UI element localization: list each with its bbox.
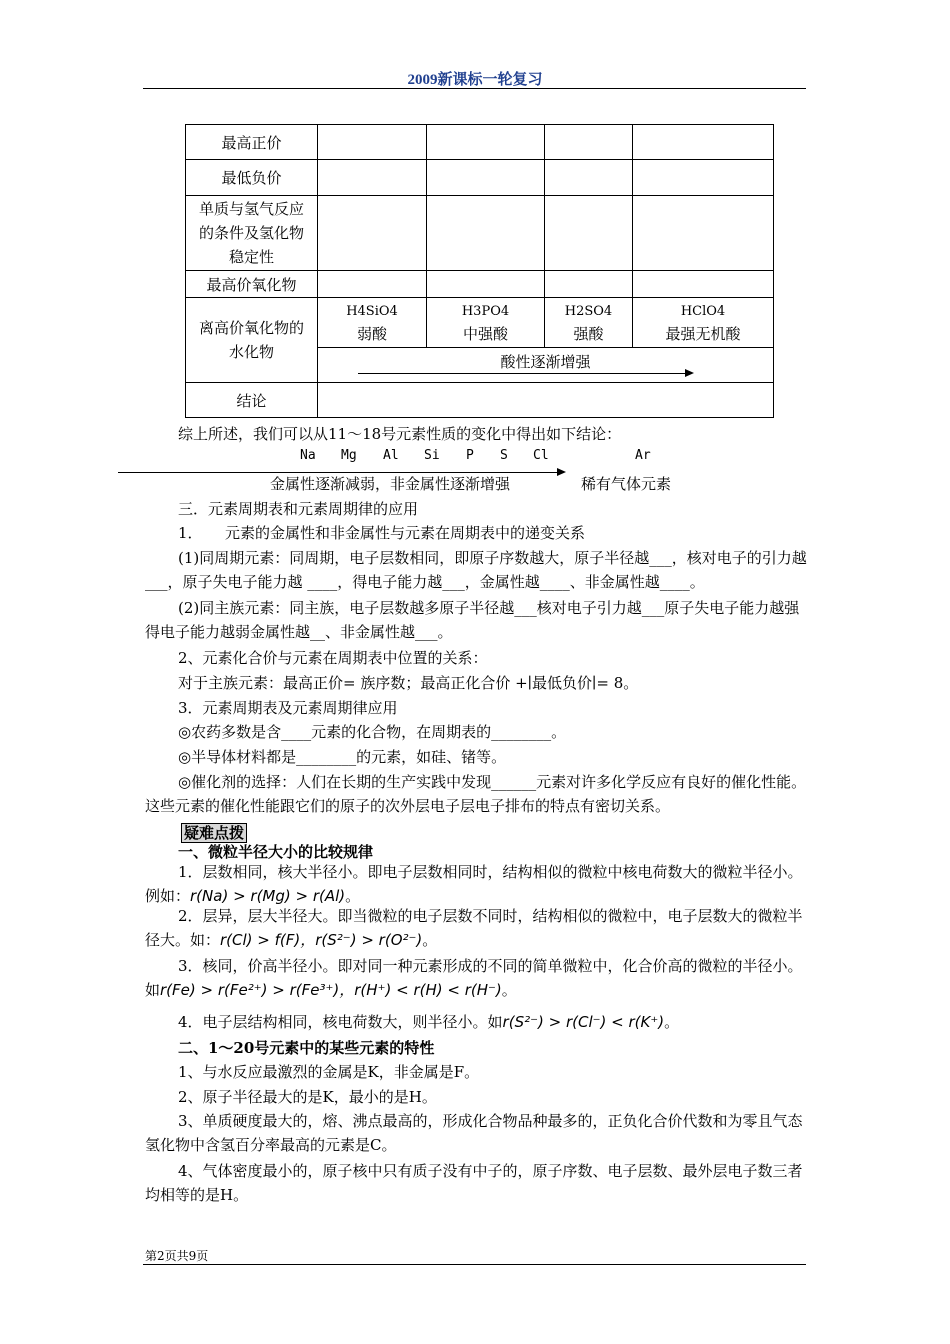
acid-strength: 最强无机酸 [665,324,741,343]
section3-p9: ◎催化剂的选择：人们在长期的生产实践中发现______元素对许多化学反应有良好的催化性能。这些元素的催化性能跟它们的原子的次外层电子层电子排布的特点有密切关系。 [145,773,807,815]
row-label-min-negative: 最低负价 [186,160,318,196]
element-symbol: P [466,448,474,463]
summary-intro: 综上所述，我们可以从11～18号元素性质的变化中得出如下结论： [178,425,622,443]
element-symbol: Si [424,448,440,463]
header-rule [143,88,806,89]
section3-p6: 3．元素周期表及元素周期律应用 [178,699,398,717]
arrow-right-icon [685,369,694,377]
acid-trend-arrow-line [358,373,686,374]
radius-rule-1-text: 1．层数相同，核大半径小。即电子层数相同时，结构相似的微粒中核电荷数大的微粒半径小。例如： [145,863,803,905]
radius-rule-1: 1．层数相同，核大半径小。即电子层数相同时，结构相似的微粒中核电荷数大的微粒半径小。例如：r(Na) > r(Mg) > r(Al)。 [145,863,803,905]
formula-2: r(Cl) > f(F)，r(S²⁻) > r(O²⁻) [220,931,423,949]
acid-cell [545,298,633,348]
radius-rule-2-text: 2．层异，层大半径大。即当微粒的电子层数不同时，结构相似的微粒中，电子层数大的微粒半径大。如： [145,907,803,949]
section3-p8: ◎半导体材料都是________的元素，如硅、锗等。 [178,748,507,766]
property-1: 1、与水反应最激烈的金属是K，非金属是F。 [178,1063,480,1081]
acid-strength: 弱酸 [356,324,387,343]
radius-rules-heading: 一、微粒半径大小的比较规律 [178,843,374,861]
section3-p2: (1)同周期元素：同周期，电子层数相同，即原子序数越大，原子半径越___，核对电子的引力越___，原子失电子能力越 ____，得电子能力越___，金属性越____、非金属性越____。 [145,549,807,591]
element-symbol: Na [300,448,316,463]
row-label-max-positive: 最高正价 [186,125,318,160]
summary-noble-gas: 稀有气体元素 [581,475,672,493]
element-symbol: Mg [341,448,357,463]
acid-formula: H2SO4 [564,303,613,319]
acid-cell [427,298,545,348]
acid-strength: 中强酸 [462,324,508,343]
element-symbol: Al [383,448,399,463]
property-4: 4、气体密度最小的，原子核中只有质子没有中子的，原子序数、电子层数、最外层电子数三者均相等的是H。 [145,1162,803,1204]
section3-p3: (2)同主族元素：同主族，电子层数越多原子半径越___核对电子引力越___原子失电子能力越强得电子能力越弱金属性越__、非金属性越___。 [145,599,800,641]
acid-cell [633,298,774,348]
radius-rule-4: 4．电子层结构相同，核电荷数大，则半径小。如r(S²⁻) > r(Cl⁻) < r(K⁺)。 [178,1013,680,1031]
acid-strength: 强酸 [573,324,604,343]
formula-4: r(S²⁻) > r(Cl⁻) < r(K⁺) [502,1013,665,1031]
element-symbol: Cl [533,448,549,463]
radius-rule-4-text: 4．电子层结构相同，核电荷数大，则半径小。如 [178,1013,503,1031]
acid-formula: HClO4 [680,303,726,319]
property-2: 2、原子半径最大的是K，最小的是H。 [178,1088,437,1106]
formula-1: r(Na) > r(Mg) > r(Al) [190,887,346,905]
element-properties-heading: 二、1～20号元素中的某些元素的特性 [178,1039,435,1057]
radius-rule-3-text: 3．核同，价高半径小。即对同一种元素形成的不同的简单微粒中，化合价高的微粒的半径小。如 [145,957,803,999]
acid-formula: H3PO4 [461,303,510,319]
page-number: 第2页共9页 [145,1249,209,1263]
acid-trend-label: 酸性逐渐增强 [500,353,591,371]
row-label-conclusion: 结论 [186,383,318,418]
element-symbol: S [500,448,508,463]
summary-trend: 金属性逐渐减弱，非金属性逐渐增强 [270,475,511,493]
acid-trend-cell [318,348,774,383]
difficult-points-label: 疑难点拨 [181,823,247,843]
acid-cell [318,298,427,348]
section3-p4: 2、元素化合价与元素在周期表中位置的关系： [178,649,488,667]
row-label-highest-oxide: 最高价氧化物 [186,271,318,298]
arrow-right-icon [557,468,566,476]
radius-rule-3: 3．核同，价高半径小。即对同一种元素形成的不同的简单微粒中，化合价高的微粒的半径小。如r(Fe) > r(Fe²⁺) > r(Fe³⁺)，r(H⁺) < r(H) < r(H⁻)。 [145,957,803,999]
section3-title: 三．元素周期表和元素周期律的应用 [178,500,419,518]
formula-3: r(Fe) > r(Fe²⁺) > r(Fe³⁺)，r(H⁺) < r(H) < r(H⁻) [160,981,502,999]
row-label-hydrogen-reaction: 单质与氢气反应的条件及氢化物稳定性 [186,196,318,271]
section3-p7: ◎农药多数是含____元素的化合物，在周期表的________。 [178,723,567,741]
acid-formula: H4SiO4 [346,303,398,319]
radius-rule-2: 2．层异，层大半径大。即当微粒的电子层数不同时，结构相似的微粒中，电子层数大的微粒半径大。如：r(Cl) > f(F)，r(S²⁻) > r(O²⁻)。 [145,907,803,949]
section3-p1: 1． 元素的金属性和非金属性与元素在周期表中的递变关系 [178,524,586,542]
element-symbol: Ar [635,448,651,463]
footer-rule [143,1264,806,1265]
property-3: 3、单质硬度最大的，熔、沸点最高的，形成化合物品种最多的，正负化合价代数和为零且气态氢化物中含氢百分率最高的元素是C。 [145,1112,803,1154]
element-sequence [0,448,950,468]
page-header-title: 2009新课标一轮复习 [407,72,543,88]
row-label-hydrate: 离高价氧化物的水化物 [186,298,318,383]
section3-p5: 对于主族元素：最高正价= 族序数；最高正化合价 +∣最低负价∣= 8。 [178,674,639,692]
periodic-properties-table [185,124,774,418]
